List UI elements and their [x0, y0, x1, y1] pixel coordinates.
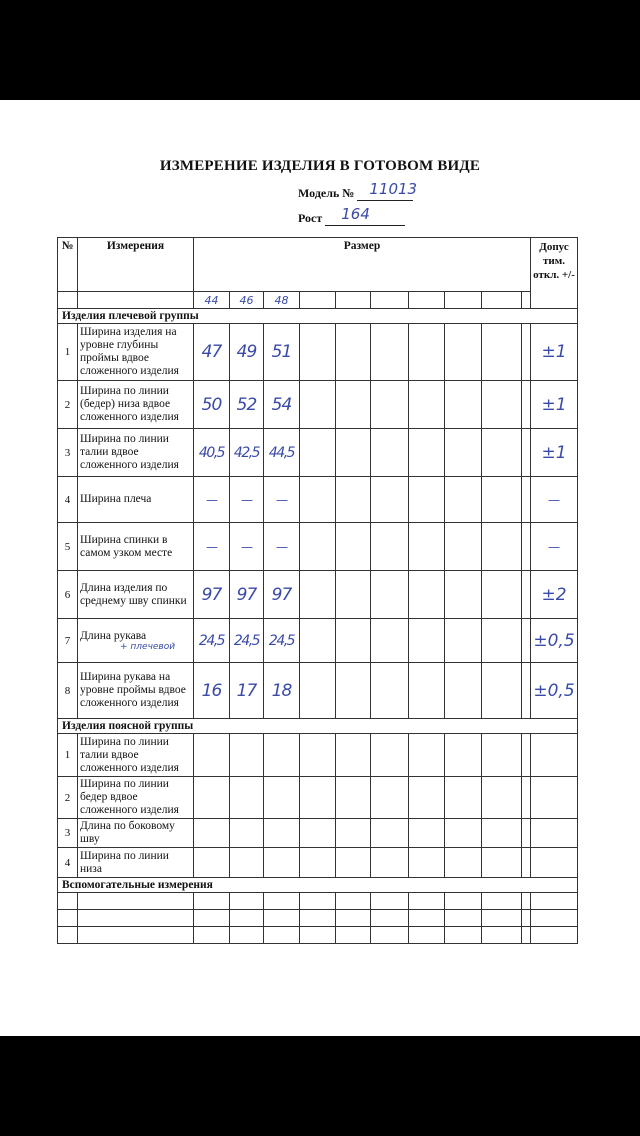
measure-name: Ширина спинки в самом узком месте — [78, 523, 194, 571]
measure-name: Длина изделия по среднему шву спинки — [78, 571, 194, 619]
row-number: 7 — [58, 619, 78, 663]
model-label: Модель № — [298, 186, 355, 200]
table-row — [58, 324, 578, 381]
row-number: 3 — [58, 819, 78, 848]
model-value: 11013 — [369, 180, 418, 198]
size-col-6 — [371, 292, 409, 309]
size-row-num — [58, 292, 78, 309]
size-44: 44 — [194, 292, 230, 309]
table-row — [58, 477, 578, 523]
section-aux: Вспомогательные измерения — [58, 878, 578, 893]
tolerance-value: — — [531, 523, 578, 571]
measure-name: Длина рукава — [80, 629, 147, 642]
tolerance-value: — — [531, 477, 578, 523]
value-44: 47 — [194, 324, 230, 381]
value-48: — — [264, 523, 300, 571]
row-number: 4 — [58, 848, 78, 878]
value-46: 17 — [230, 663, 264, 719]
section-aux-row — [58, 878, 578, 893]
tolerance-value: ±1 — [531, 324, 578, 381]
size-col-9 — [482, 292, 522, 309]
value-44: 97 — [194, 571, 230, 619]
value-46: 42,5 — [230, 429, 264, 477]
value-44: 40,5 — [194, 429, 230, 477]
measure-name: Ширина плеча — [78, 477, 194, 523]
table-row — [58, 429, 578, 477]
measure-name: Ширина по линии (бедер) низа вдвое сложенного изделия — [78, 381, 194, 429]
model-line — [357, 180, 418, 201]
measure-name: Ширина изделия на уровне глубины проймы вдвое сложенного изделия — [78, 324, 194, 381]
row-number: 1 — [58, 324, 78, 381]
table-row — [58, 910, 578, 927]
row-number: 2 — [58, 777, 78, 819]
value-46: 52 — [230, 381, 264, 429]
size-48: 48 — [264, 292, 300, 309]
model-field — [298, 180, 418, 201]
value-48: 44,5 — [264, 429, 300, 477]
measure-name: Ширина по линии низа — [78, 848, 194, 878]
value-48: 51 — [264, 324, 300, 381]
value-44: — — [194, 523, 230, 571]
table-row — [58, 523, 578, 571]
header-size: Размер — [194, 238, 531, 292]
section-shoulder-row — [58, 309, 578, 324]
size-col-8 — [445, 292, 482, 309]
size-col-4 — [300, 292, 336, 309]
tolerance-value: ±0,5 — [531, 663, 578, 719]
table-row — [58, 571, 578, 619]
table-row — [58, 734, 578, 777]
row-number: 5 — [58, 523, 78, 571]
table-row — [58, 381, 578, 429]
row-number: 8 — [58, 663, 78, 719]
height-line — [325, 205, 405, 226]
header-tolerance: Допус тим. откл. +/- — [531, 238, 578, 309]
measure-name: Ширина по линии бедер вдвое сложенного изделия — [78, 777, 194, 819]
measurements-table — [57, 237, 578, 944]
size-row — [58, 292, 578, 309]
section-waist: Изделия поясной группы — [58, 719, 578, 734]
tolerance-value: ±2 — [531, 571, 578, 619]
value-46: 97 — [230, 571, 264, 619]
value-48: 18 — [264, 663, 300, 719]
size-row-measure — [78, 292, 194, 309]
row-number: 4 — [58, 477, 78, 523]
document-title: ИЗМЕРЕНИЕ ИЗДЕЛИЯ В ГОТОВОМ ВИДЕ — [159, 158, 481, 174]
row-number: 3 — [58, 429, 78, 477]
measure-name-cell — [78, 619, 194, 663]
header-num: № — [58, 238, 78, 292]
measure-name: Ширина по линии талии вдвое сложенного изделия — [78, 429, 194, 477]
tolerance-value: ±0,5 — [531, 619, 578, 663]
value-44: 16 — [194, 663, 230, 719]
height-value: 164 — [341, 205, 370, 223]
value-48: 97 — [264, 571, 300, 619]
height-field — [298, 205, 405, 226]
measure-name: Ширина по линии талии вдвое сложенного изделия — [78, 734, 194, 777]
size-col-10 — [522, 292, 531, 309]
value-44: — — [194, 477, 230, 523]
measure-name: Ширина рукава на уровне проймы вдвое сложенного изделия — [78, 663, 194, 719]
tolerance-value: ±1 — [531, 381, 578, 429]
value-48: 24,5 — [264, 619, 300, 663]
table-row — [58, 619, 578, 663]
measure-name: Длина по боковому шву — [78, 819, 194, 848]
value-48: — — [264, 477, 300, 523]
row-number: 1 — [58, 734, 78, 777]
size-46: 46 — [230, 292, 264, 309]
value-48: 54 — [264, 381, 300, 429]
value-46: 24,5 — [230, 619, 264, 663]
table-row — [58, 848, 578, 878]
height-label: Рост — [298, 211, 323, 225]
section-waist-row — [58, 719, 578, 734]
table-row — [58, 777, 578, 819]
value-46: — — [230, 523, 264, 571]
section-shoulder: Изделия плечевой группы — [58, 309, 578, 324]
header-row — [58, 238, 578, 292]
table-row — [58, 663, 578, 719]
table-row — [58, 819, 578, 848]
size-col-5 — [336, 292, 371, 309]
handwritten-note: + плечевой — [120, 641, 176, 652]
tolerance-value: ±1 — [531, 429, 578, 477]
row-number: 6 — [58, 571, 78, 619]
header-measure: Измерения — [78, 238, 194, 292]
value-46: — — [230, 477, 264, 523]
table-row — [58, 927, 578, 944]
value-44: 24,5 — [194, 619, 230, 663]
value-44: 50 — [194, 381, 230, 429]
row-number: 2 — [58, 381, 78, 429]
value-46: 49 — [230, 324, 264, 381]
table-row — [58, 893, 578, 910]
document-page — [0, 100, 640, 1036]
size-col-7 — [409, 292, 445, 309]
